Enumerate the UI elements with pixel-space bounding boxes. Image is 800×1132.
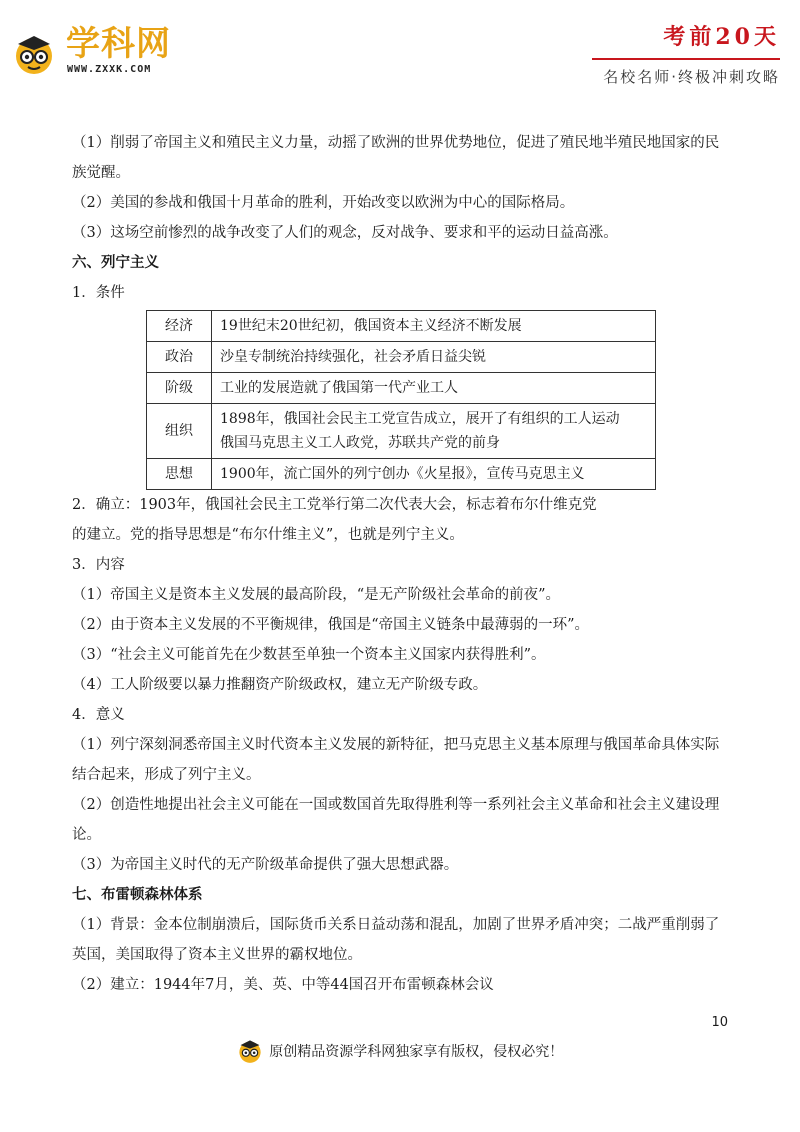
list-item: （1）帝国主义是资本主义发展的最高阶段，“是无产阶级社会革命的前夜”。 [72,587,561,603]
list-item: （2）创造性地提出社会主义可能在一国或数国首先取得胜利等一系列社会主义革命和社会主义建设理论。 [72,797,720,843]
subheading-conditions: 1．条件 [72,285,125,301]
list-item: （1）背景：金本位制崩溃后，国际货币关系日益动荡和混乱，加剧了世界矛盾冲突；二战严重削弱了英国，美国取得了资本主义世界的霸权地位。 [72,917,720,963]
conditions-table [146,310,656,490]
table-key-cell: 经济 [147,311,212,342]
table-key-cell: 政治 [147,342,212,373]
table-cell-line: 1898年，俄国社会民主工党宣告成立，展开了有组织的工人运动 [220,411,620,427]
list-item: （1）列宁深刻洞悉帝国主义时代资本主义发展的新特征，把马克思主义基本原理与俄国革命具体实际结合起来，形成了列宁主义。 [72,737,720,783]
mascot-face-icon [12,32,56,76]
exam-subtitle: 名校名师·终极冲刺攻略 [603,68,780,86]
table-row [147,342,656,373]
page-number: 10 [711,1015,728,1030]
table-value-cell: 工业的发展造就了俄国第一代产业工人 [212,373,656,404]
zxxk-logo[interactable] [12,24,172,84]
list-item: （2）建立：1944年7月，美、英、中等44国召开布雷顿森林会议 [72,977,494,993]
paragraph: （1）削弱了帝国主义和殖民主义力量，动摇了欧洲的世界优势地位，促进了殖民地半殖民地国家的民族觉醒。 [72,135,720,181]
table-cell-line: 俄国马克思主义工人政党，苏联共产党的前身 [220,435,500,451]
logo-url: WWW.ZXXK.COM [67,64,152,75]
list-item: （3）为帝国主义时代的无产阶级革命提供了强大思想武器。 [72,857,459,873]
paragraph-establish: 2．确立：1903年，俄国社会民主工党举行第二次代表大会，标志着布尔什维克党 [72,497,597,513]
table-key-cell: 组织 [147,404,212,459]
subheading-significance: 4．意义 [72,707,125,723]
subheading-content: 3．内容 [72,557,125,573]
table-value-cell: 19世纪末20世纪初，俄国资本主义经济不断发展 [212,311,656,342]
logo-text: 学科网 [66,24,171,64]
table-key-cell: 思想 [147,459,212,490]
exam-header [580,22,780,87]
table-row [147,459,656,490]
copyright-text: 原创精品资源学科网独家享有版权，侵权必究！ [269,1044,564,1060]
table-key-cell: 阶级 [147,373,212,404]
paragraph: （3）这场空前惨烈的战争改变了人们的观念，反对战争、要求和平的运动日益高涨。 [72,225,618,241]
section-heading-bretton-woods: 七、布雷顿森林体系 [72,887,203,903]
table-row [147,311,656,342]
list-item: （4）工人阶级要以暴力推翻资产阶级政权，建立无产阶级专政。 [72,677,488,693]
table-row [147,404,656,459]
mascot-face-icon [237,1038,263,1064]
exam-title: 考前20天 [663,24,780,50]
document-body [72,128,732,1000]
table-value-cell: 沙皇专制统治持续强化，社会矛盾日益尖锐 [212,342,656,373]
list-item: （2）由于资本主义发展的不平衡规律，俄国是“帝国主义链条中最薄弱的一环”。 [72,617,590,633]
list-item: （3）“社会主义可能首先在少数甚至单独一个资本主义国家内获得胜利”。 [72,647,546,663]
header-divider [592,58,780,60]
section-heading-leninism: 六、列宁主义 [72,255,159,271]
paragraph-establish: 的建立。党的指导思想是“布尔什维主义”，也就是列宁主义。 [72,527,464,543]
paragraph: （2）美国的参战和俄国十月革命的胜利，开始改变以欧洲为中心的国际格局。 [72,195,575,211]
table-value-cell [212,404,656,459]
copyright-footer [0,1038,800,1064]
table-row [147,373,656,404]
table-value-cell: 1900年，流亡国外的列宁创办《火星报》，宣传马克思主义 [212,459,656,490]
